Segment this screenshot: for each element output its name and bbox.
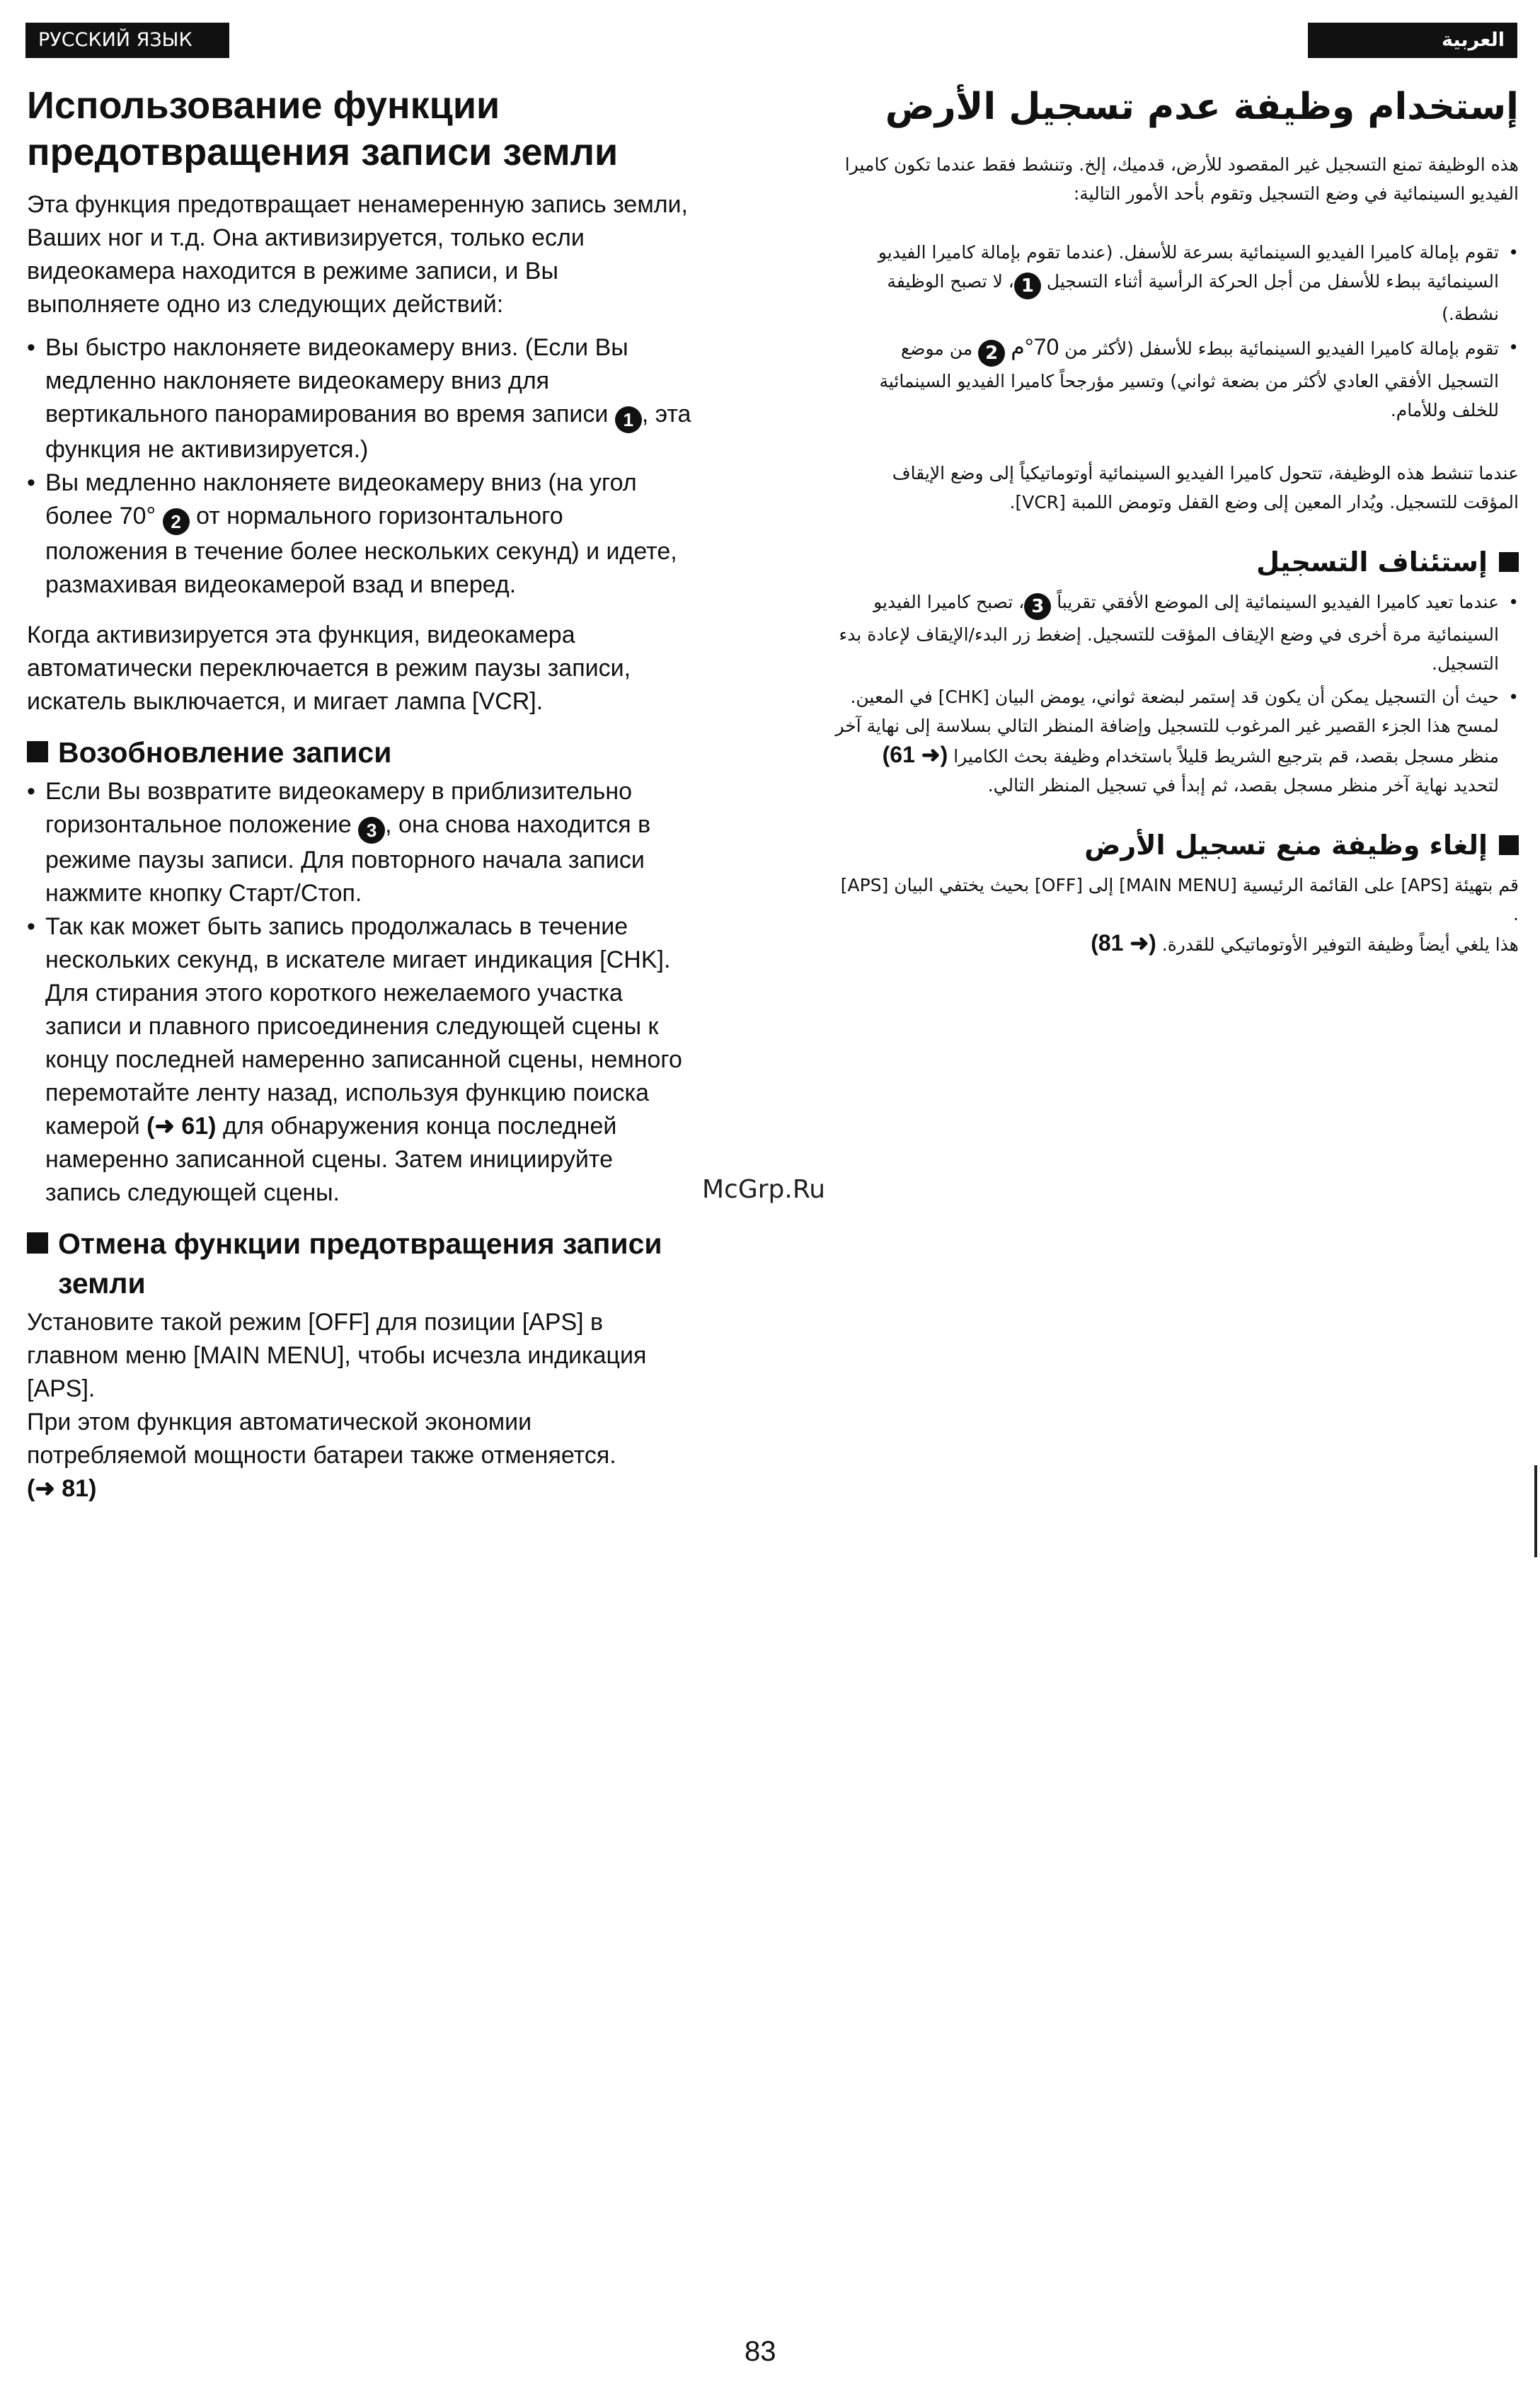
page-reference: (➜ 61): [146, 1113, 217, 1140]
bullet-icon: •: [27, 913, 35, 940]
russian-column: [27, 82, 692, 1506]
section-heading-cancel-arabic: إلغاء وظيفة منع تسجيل الأرض: [835, 825, 1519, 865]
circled-number-icon: 1: [615, 406, 642, 433]
circled-number-icon: 1: [1014, 273, 1041, 299]
section-heading-cancel: Отмена функции предотвращения записи земли: [27, 1224, 692, 1303]
bullet-icon: •: [27, 778, 35, 805]
page-reference: (➜ 61): [882, 742, 948, 767]
trigger-list: [27, 331, 692, 602]
chk-instructions: Для стирания этого короткого нежелаемого участка записи и плавного присоединения следующей сцены к концу последней намеренно записанной сцены, немного перемотайте ленту назад, используя функцию поиска камерой (➜ 61) для обнаружения конца последней намеренно записанной сцены. Затем инициируйте запись следующей сцены.: [45, 980, 682, 1206]
page-reference: (➜ 81): [1091, 930, 1156, 956]
language-tab-russian: РУССКИЙ ЯЗЫК: [25, 23, 229, 58]
activation-paragraph-arabic: عندما تنشط هذه الوظيفة، تتحول كاميرا الفيديو السينمائية أوتوماتيكياً إلى وضع الإيقاف المؤقت للتسجيل. ويُدار المعين إلى وضع القفل وتومض اللمبة [VCR].: [892, 463, 1519, 512]
page-edge-mark: [1534, 1465, 1537, 1557]
cancel-note-arabic: هذا يلغي أيضاً وظيفة التوفير الأوتوماتيكي للقدرة. (➜ 81): [1091, 930, 1519, 956]
square-bullet-icon: [27, 741, 48, 762]
resume-list-arabic: [835, 588, 1519, 800]
watermark: McGrp.Ru: [702, 1175, 826, 1204]
circled-number-icon: 2: [163, 508, 190, 535]
page-reference: (➜ 81): [27, 1475, 97, 1502]
page-number: 83: [745, 2336, 776, 2367]
page-title-arabic: إستخدام وظيفة عدم تسجيل الأرض: [885, 86, 1519, 128]
circled-number-icon: 3: [1024, 593, 1051, 620]
intro-paragraph: Эта функция предотвращает ненамеренную запись земли, Ваших ног и т.д. Она активизируется, только если видеокамера находится в режиме записи, и Вы выполняете одно из следующих действий:: [27, 191, 688, 318]
bullet-icon: •: [27, 334, 35, 361]
bullet-icon: •: [1508, 242, 1519, 263]
arabic-column: [835, 82, 1519, 959]
page-title: Использование функции предотвращения записи земли: [27, 84, 619, 173]
language-tab-arabic: العربية: [1308, 23, 1517, 58]
bullet-icon: •: [1508, 337, 1519, 357]
circled-number-icon: 2: [978, 340, 1005, 367]
square-bullet-icon: [27, 1232, 48, 1254]
square-bullet-icon: [1499, 835, 1519, 855]
bullet-icon: •: [1508, 592, 1519, 612]
list-item: • Вы быстро наклоняете видеокамеру вниз. (Если Вы медленно наклоняете видеокамеру вниз для вертикального панорамирования во время записи 1 , эта функция не активизируется.): [27, 331, 692, 466]
list-item: • حيث أن التسجيل يمكن أن يكون قد إستمر لبضعة ثواني، يومض البيان [CHK] في المعين. لمسح هذا الجزء القصير غير المرغوب للتسجيل وإضافة المنظر التالي بسلاسة إلى نهاية آخر منظر مسجل بقصد، قم بترجيع الشريط قليلاً باستخدام وظيفة بحث الكاميرا (➜ 61) لتحديد نهاية آخر منظر مسجل بقصد، ثم إبدأ في تسجيل المنظر التالي.: [835, 682, 1519, 800]
list-item: • Вы медленно наклоняете видеокамеру вниз (на угол более 70° 2 от нормального горизонтального положения в течение более нескольких секунд) и идете, размахивая видеокамерой взад и вперед.: [27, 466, 692, 602]
cancel-paragraph-arabic: قم بتهيئة [APS] على القائمة الرئيسية [MAIN MENU] إلى [OFF] بحيث يختفي البيان [APS] .: [840, 875, 1519, 924]
bullet-icon: •: [1508, 687, 1519, 707]
list-item: • تقوم بإمالة كاميرا الفيديو السينمائية ببطء للأسفل (لأكثر من 70°م 2 من موضع التسجيل الأفقي العادي لأكثر من بضعة ثواني) وتسير مؤرجحاً كاميرا الفيديو السينمائية للخلف وللأمام.: [879, 334, 1519, 420]
list-item: • Если Вы возвратите видеокамеру в приблизительно горизонтальное положение 3 , она снова находится в режиме паузы записи. Для повторного начала записи нажмите кнопку Старт/Стоп.: [27, 775, 692, 910]
trigger-list-arabic: [835, 238, 1519, 425]
list-item: • عندما تعيد كاميرا الفيديو السينمائية إلى الموضع الأفقي تقريباً 3، تصبح كاميرا الفيديو السينمائية مرة أخرى في وضع الإيقاف المؤقت للتسجيل. إضغط زر البدء/الإيقاف لإعادة بدء التسجيل.: [835, 588, 1519, 678]
resume-list: [27, 775, 692, 977]
list-item: • Так как может быть запись продолжалась в течение нескольких секунд, в искателе мигает индикация [CHK].: [27, 910, 692, 977]
section-heading-resume: Возобновление записи: [27, 733, 692, 772]
cancel-note: При этом функция автоматической экономии потребляемой мощности батареи также отменяется. (➜ 81): [27, 1409, 616, 1502]
circled-number-icon: 3: [358, 817, 385, 844]
section-heading-resume-arabic: إستئناف التسجيل: [835, 542, 1519, 582]
cancel-paragraph: Установите такой режим [OFF] для позиции [APS] в главном меню [MAIN MENU], чтобы исчезла индикация [APS].: [27, 1309, 647, 1402]
square-bullet-icon: [1499, 552, 1519, 572]
list-item: • تقوم بإمالة كاميرا الفيديو السينمائية بسرعة للأسفل. (عندما تقوم بإمالة كاميرا الفيديو السينمائية ببطء للأسفل من أجل الحركة الرأسية أثناء التسجيل 1، لا تصبح الوظيفة نشطة.): [835, 238, 1519, 328]
activation-paragraph: Когда активизируется эта функция, видеокамера автоматически переключается в режим паузы записи, искатель выключается, и мигает лампа [VCR].: [27, 621, 631, 715]
bullet-icon: •: [27, 469, 35, 496]
intro-paragraph-arabic: هذه الوظيفة تمنع التسجيل غير المقصود للأرض، قدميك، إلخ. وتنشط فقط عندما تكون كاميرا الفيديو السينمائية في وضع التسجيل وتقوم بأحد الأمور التالية:: [844, 154, 1519, 204]
